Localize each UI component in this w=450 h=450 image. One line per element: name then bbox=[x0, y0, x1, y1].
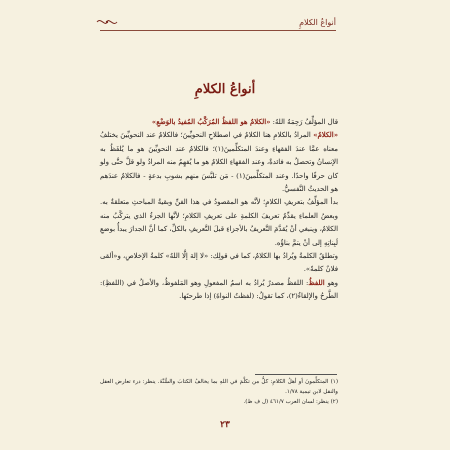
paragraph bbox=[100, 250, 338, 277]
running-header bbox=[96, 14, 336, 30]
paragraph bbox=[100, 277, 338, 304]
ornament-icon bbox=[96, 17, 118, 27]
speaker: قال المؤلِّفُ رَحِمَهُ اللهُ: bbox=[272, 118, 338, 126]
header-rule bbox=[100, 30, 336, 31]
paragraph-text: وتطلقُ الكلمةُ ويُرادُ بها الكلامُ، كما في قولِك: «لا إلهَ إلَّا اللهُ» كلمةُ الإخلاصِ، bbox=[123, 252, 339, 261]
chapter-title: أنواعُ الكلامِ bbox=[194, 82, 256, 97]
footnote: (١) المتكلِّمونَ أو أهلُ الكلامِ: كلُّ من تكلَّمَ في اللهِ بما يخالفُ الكتابَ والسُّنَّةَ. ينظر: درء تعارض العقل والنقل لابن تيمية ١/٧٨. bbox=[100, 379, 338, 395]
paragraph-text: بدأ المؤلِّفُ بتعريفِ الكلامِ؛ لأنَّه هو المقصودُ في هذا الفنِّ وبقيةُ المباحثِ متعلقةٌ به. وبعضُ العلماءِ يقدِّمُ تعريفَ الكلمةِ على تعريفِ الكلامِ؛ bbox=[100, 198, 338, 220]
footnote-rule bbox=[255, 374, 337, 375]
paragraph-text: وهو bbox=[324, 278, 338, 287]
term-lead: «الكلامُ» bbox=[313, 131, 338, 140]
running-title: أنواعُ الكلامِ bbox=[299, 17, 336, 27]
paragraph-text: المرادُ بالكلامِ هنا الكلامُ في اصطلاحِ النحويِّينَ؛ فالكلامُ عند النحويِّينَ يختلفُ معناه عمَّا عندَ الفقهاءِ وعندَ المتكلِّمينَ(١)؛ فالكلامُ عند النحويِّينَ هو ما يُلفَظُ به الإنسانُ وتحصلُ به فائدةٌ، وعند الفقهاءِ الكلامُ هو ما يُفهِمُ منه المرادُ ولو قلَّ حتَّى ولو كان حرفًا واحدًا. وعند المتكلِّمينَ(١) - مَن تلبَّسَ منهم بشوبِ بدعةٍ - فالكلامُ عندَهم هو الحديثُ النَّفسيُّ. bbox=[100, 131, 338, 194]
page-number: ٢٣ bbox=[220, 420, 230, 430]
paragraph bbox=[100, 196, 338, 250]
paragraph-text: و«ألقى فلانٌ كلمةً». bbox=[100, 252, 338, 274]
footnote: (٢) ينظر: لسان العرب ٤٦١/٧ (ل ف ظ). bbox=[243, 399, 338, 405]
paragraph bbox=[100, 129, 338, 196]
definition-quote: «الكلامُ هو اللفظُ المُرَكَّبُ المُفيدُ بالوَضْعِ» bbox=[151, 118, 271, 126]
paragraph-text: : اللفظُ مصدرٌ يُرادُ به اسمُ المفعولِ وهو المَلفوظُ، والأصلُ في (اللفظِ): الطَّرحُ والإلقاءُ(٢)، كما تقولُ: (لفظتُ النواةَ) إذا طرحتَها. bbox=[100, 278, 338, 301]
term-lead: اللفظُ bbox=[308, 278, 325, 287]
paragraph-text: لأنَّها الجزءُ الذي يتركَّبُ منه الكلامُ، وينبغي أنْ يُقدَّمَ التَّعريفُ بالأجزاءِ قبلَ التَّعريفِ بالكلِّ، كما أنَّ الجدارَ يبدأُ بوضعِ لَبِناتِهِ إلى أنْ يتمَّ بناؤُه. bbox=[100, 211, 338, 247]
footnotes bbox=[100, 377, 338, 407]
body-text bbox=[100, 116, 338, 304]
paragraph bbox=[100, 116, 338, 129]
